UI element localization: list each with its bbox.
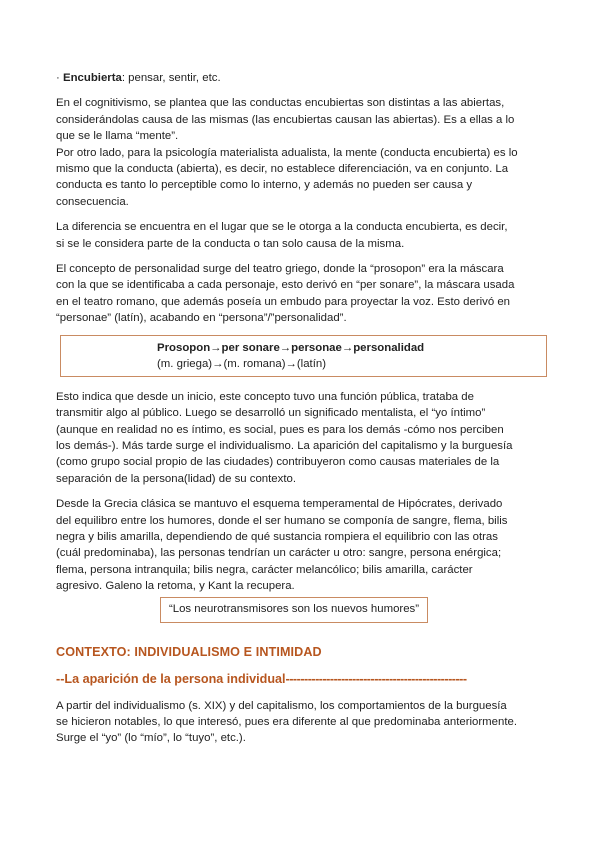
text-line: con la que se identificaba a cada personaje, esto derivó en “per sonare”, la máscara usada [56,279,515,292]
text-line: A partir del individualismo (s. XIX) y del capitalismo, los comportamientos de la burguesía [56,699,507,712]
text-line: transmitir algo al público. Luego se desarrolló un significado mentalista, el “yo íntimo” [56,407,486,420]
text-line: mismo que la conducta (abierta), es decir, no establece diferenciación, va en conjunto. La [56,163,509,176]
term-encubierta: Encubierta [62,72,122,84]
text-line: en el teatro romano, que además poseía un embudo para proyectar la voz. Esto derivó en [56,295,511,308]
text-line: se hicieron notables, lo que interesó, pues era diferente al que predominaba anteriormente. [56,715,517,728]
paragraph-cognitivismo [56,95,551,210]
text-line: Desde la Grecia clásica se mantuvo el esquema temperamental de Hipócrates, derivado [56,498,503,511]
paragraph-funcion-publica [56,389,551,487]
paragraph-diferencia [56,219,551,252]
text-line: que se le llama “mente”. [56,130,179,143]
text-line: Esto indica que desde un inicio, este concepto tuvo una función pública, trataba de [56,390,474,403]
text-line: (aunque en realidad no es íntimo, es social, pues es para los demás -cómo nos perciben [56,423,504,436]
text-line: El concepto de personalidad surge del teatro griego, donde la “prosopon” era la máscara [56,263,504,276]
text-line: Surge el “yo” (lo “mío”, lo “tuyo”, etc.). [56,732,246,745]
text-line: si se le considera parte de la conducta o tan solo causa de la misma. [56,237,405,250]
subsection-title-text: --La aparición de la persona individual [56,671,286,686]
text-line: considerándolas causa de las mismas (las encubiertas causan las abiertas). Es a ellas a lo [56,113,515,126]
quote-box: “Los neurotransmisores son los nuevos humores” [160,597,428,623]
paragraph-individualismo [56,698,551,747]
paragraph-personalidad [56,261,551,327]
etymology-words: Prosopon→per sonare→personae→personalidad [157,341,425,354]
document-page [56,70,551,756]
paragraph-hipocrates [56,496,551,594]
text-line: consecuencia. [56,195,129,208]
text-line: separación de la persona(lidad) de su contexto. [56,472,296,485]
bullet: · [56,72,63,84]
text-line: negra y bilis amarilla, dependiendo de qué sustancia rompiera el equilibrio con las otras [56,530,498,543]
etymology-box [60,335,547,377]
subsection-title [56,672,551,686]
text-line: del equilibro entre los humores, donde el ser humano se componía de sangre, flema, bilis [56,514,508,527]
text-line: conducta es tanto lo perceptible como lo interno, y además no pueden ser causa y [56,179,473,192]
text-line: (como grupo social propio de las ciudades) contribuyeron como causas materiales de la [56,456,500,469]
paragraph-encubierta [56,70,551,86]
section-title: CONTEXTO: INDIVIDUALISMO E INTIMIDAD [56,644,322,659]
text-line: La diferencia se encuentra en el lugar que se le otorga a la conducta encubierta, es decir, [56,221,508,234]
text-line: agresivo. Galeno la retoma, y Kant la recupera. [56,580,295,593]
subsection-title-dashes: ------------------------------------------------- [285,671,467,686]
text-line: (cuál predominaba), las personas tendrían un carácter u otro: sangre, persona enérgica; [56,547,502,560]
text-line: Por otro lado, para la psicología materialista adualista, la mente (conducta encubierta) es lo [56,146,518,159]
etymology-origins: (m. griega)→(m. romana)→(latín) [157,357,326,370]
text-line: flema, persona intranquila; bilis negra, carácter melancólico; bilis amarilla, carácter [56,563,473,576]
term-definition: : pensar, sentir, etc. [121,72,221,84]
text-line: En el cognitivismo, se plantea que las conductas encubiertas son distintas a las abiertas, [56,97,505,110]
text-line: “personae” (latín), acabando en “persona”/”personalidad”. [56,312,347,325]
text-line: los demás-). Más tarde surge el individualismo. La aparición del capitalismo y la burguesía [56,439,513,452]
